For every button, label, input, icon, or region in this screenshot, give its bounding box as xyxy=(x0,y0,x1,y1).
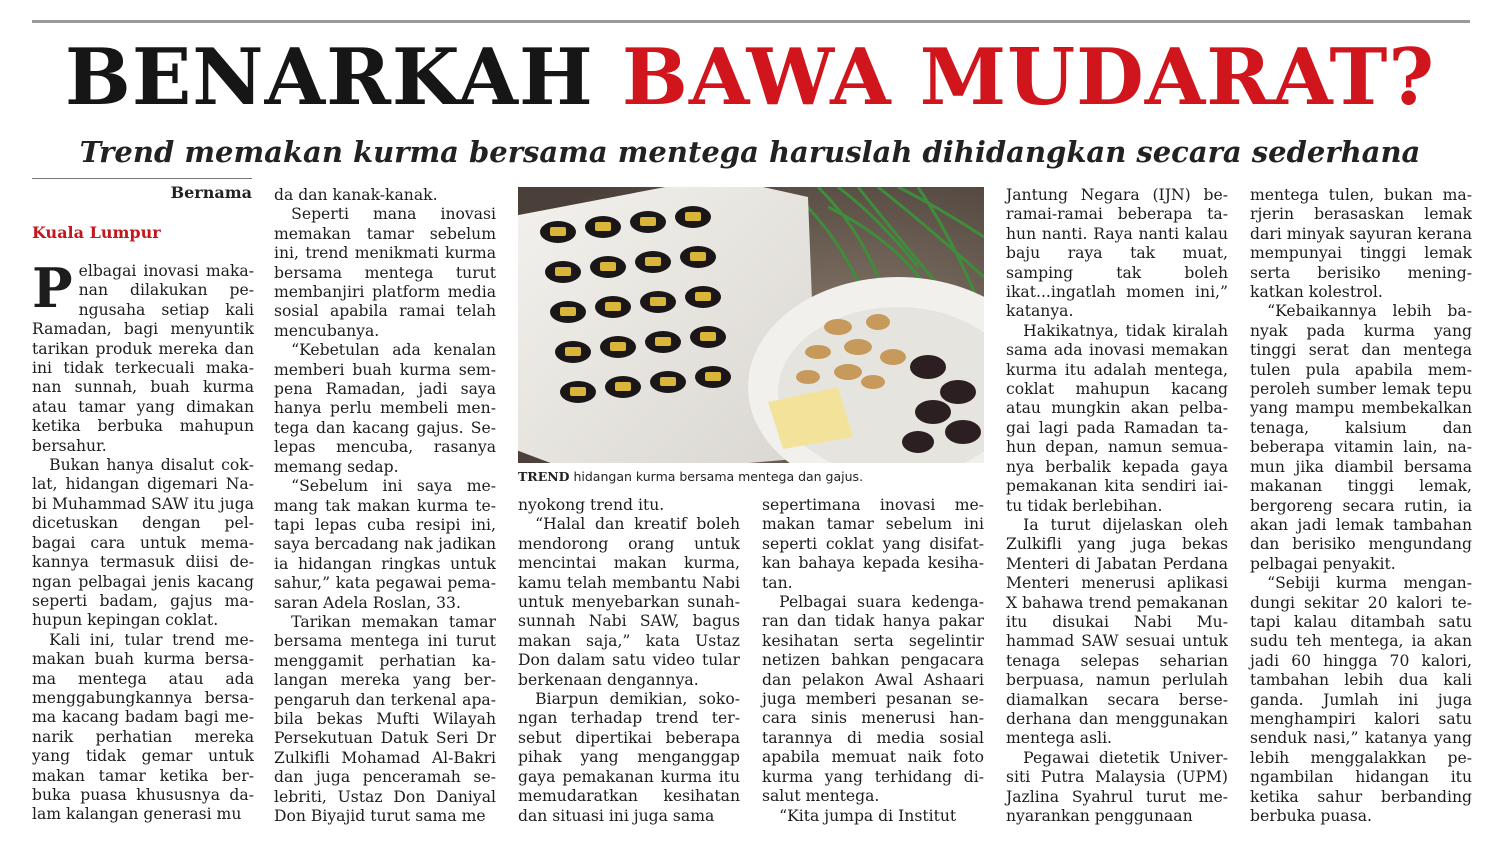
paragraph: Tarikan memakan tamar bersama mentega ini turut menggamit perhatian kalangan mereka yang berpengaruh dan terkenal apabila bekas Mufti Wilayah Persekutuan Datuk Seri Dr Zulkifli Mohamad Al-Bakri dan juga penceramah selebriti, Ustaz Don Daniyal Don Biyajid turut sama me xyxy=(274,612,496,825)
top-rule xyxy=(32,20,1470,23)
paragraph: sepertimana inovasi memakan tamar sebelum ini seperti coklat yang disifatkan bahaya kepada kesihatan. xyxy=(762,496,984,592)
dropcap: P xyxy=(32,256,73,320)
paragraph: “Kebaikannya lebih banyak pada kurma yang tinggi serat dan mentega tulen pula apabila memperoleh sumber lemak tepu yang mampu membekalkan tenaga, kalsium dan beberapa vitamin lain, namun jika diambil bersama makanan tinggi lemak, bergoreng secara rutin, ia akan jadi lemak tambahan dan berisiko mengundang pelbagai penyakit. xyxy=(1250,302,1472,573)
article-column-1 xyxy=(32,256,254,825)
dateline: Kuala Lumpur xyxy=(32,223,161,242)
photo-caption xyxy=(518,468,988,486)
headline-part-1: BENARKAH xyxy=(64,32,594,123)
paragraph: “Kita jumpa di Institut xyxy=(779,806,957,825)
paragraph: Jantung Negara (IJN) beramai-ramai beberapa tahun nanti. Raya nanti kalau baju raya tak muat, samping tak boleh ikat...ingatlah momen ini,” katanya. xyxy=(1006,186,1228,321)
paragraph: Ia turut dijelaskan oleh Zulkifli yang juga bekas Menteri di Jabatan Perdana Menteri menerusi aplikasi X bahawa trend pemakanan itu disukai Nabi Muhammad SAW sesuai untuk tenaga selepas seharian berpuasa, namun perlulah diamalkan secara bersederhana dan menggunakan mentega asli. xyxy=(1006,515,1228,748)
article-column-6 xyxy=(1250,186,1472,826)
paragraph: “Kebetulan ada kenalan memberi buah kurma sempena Ramadan, jadi saya hanya perlu membeli mentega dan kacang gajus. Selepas mencuba, rasanya memang sedap. xyxy=(274,341,496,476)
subheadline: Trend memakan kurma bersama mentega haruslah dihidangkan secara sederhana xyxy=(79,135,1421,169)
paragraph: Seperti mana inovasi memakan tamar sebelum ini, trend menikmati kurma bersama mentega turut membanjiri platform media sosial apabila ramai telah mencubanya. xyxy=(274,205,496,340)
paragraph: da dan kanak-kanak. xyxy=(274,186,438,204)
article-column-3 xyxy=(518,496,740,826)
paragraph: mentega tulen, bukan marjerin berasaskan lemak dari minyak sayuran kerana mempunyai tinggi lemak serta berisiko meningkatkan kolestrol. xyxy=(1250,186,1472,302)
paragraph-text: elbagai inovasi makanan dilakukan pengusaha setiap kali Ramadan, bagi menyuntik tarikan produk mereka dan ini tidak terkecuali makanan sunnah, buah kurma atau tamar yang dimakan ketika berbuka mahupun bersahur. xyxy=(32,262,254,455)
photo-illustration xyxy=(518,187,984,463)
caption-lead: TREND xyxy=(518,469,570,484)
byline-rule xyxy=(32,178,252,179)
paragraph: nyokong trend itu. xyxy=(518,496,665,514)
paragraph: “Sebelum ini saya memang tak makan kurma tetapi lepas cuba resipi ini, saya bercadang nak jadikan ia hidangan ringkas untuk sahur,” kata pegawai pemasaran Adela Roslan, 33. xyxy=(274,477,496,612)
paragraph: Kali ini, tular trend memakan buah kurma bersama mentega atau ada menggabungkannya bersama kacang badam bagi menarik perhatian mereka yang tidak gemar untuk makan tamar ketika berbuka puasa khususnya dalam kalangan generasi mu xyxy=(32,630,254,824)
caption-text: hidangan kurma bersama mentega dan gajus. xyxy=(573,469,864,484)
article-column-2 xyxy=(274,186,496,826)
paragraph xyxy=(32,256,254,456)
paragraph: Biarpun demikian, sokongan terhadap trend tersebut dipertikai beberapa pihak yang menganggap gaya pemakanan kurma itu memudaratkan kesihatan dan situasi ini juga sama xyxy=(518,690,740,825)
paragraph: Pelbagai suara kedengaran dan tidak hanya pakar kesihatan serta segelintir netizen bahkan pengacara dan pelakon Awal Ashaari juga memberi pesanan secara sinis menerusi hantarannya di media sosial apabila memuat naik foto kurma yang terhidang disalut mentega. xyxy=(762,593,984,806)
article-column-4 xyxy=(762,496,984,826)
byline: Bernama xyxy=(170,183,252,202)
headline-part-2: BAWA MUDARAT? xyxy=(621,32,1436,123)
paragraph: Pegawai dietetik Universiti Putra Malaysia (UPM) Jazlina Syahrul turut menyarankan penggunaan xyxy=(1006,748,1228,825)
headline xyxy=(0,28,1500,128)
paragraph: Hakikatnya, tidak kiralah sama ada inovasi memakan kurma itu adalah mentega, coklat mahupun kacang atau mungkin akan pelbagai lagi pada Ramadan tahun depan, namun semuanya berbalik kepada gaya pemakanan kita sendiri iaitu tidak berlebihan. xyxy=(1006,321,1228,515)
paragraph: Bukan hanya disalut coklat, hidangan digemari Nabi Muhammad SAW itu juga dicetuskan dengan pelbagai cara untuk memakannya termasuk diisi dengan pelbagai jenis kacang seperti badam, gajus mahupun kepingan coklat. xyxy=(32,456,254,630)
article-photo xyxy=(518,187,984,463)
article-column-5 xyxy=(1006,186,1228,826)
paragraph: “Sebiji kurma mengandungi sekitar 20 kalori tetapi kalau ditambah satu sudu teh mentega, ia akan jadi 60 hingga 70 kalori, tambahan lebih dua kali ganda. Jumlah ini juga menghampiri kalori satu senduk nasi,” katanya yang lebih menggalakkan pengambilan hidangan itu ketika sahur berbanding berbuka puasa. xyxy=(1250,574,1472,825)
paragraph: “Halal dan kreatif boleh mendorong orang untuk mencintai makan kurma, kamu telah membantu Nabi untuk menyebarkan sunah-sunnah Nabi SAW, bagus makan saja,” kata Ustaz Don dalam satu video tular berkenaan dengannya. xyxy=(518,515,740,689)
